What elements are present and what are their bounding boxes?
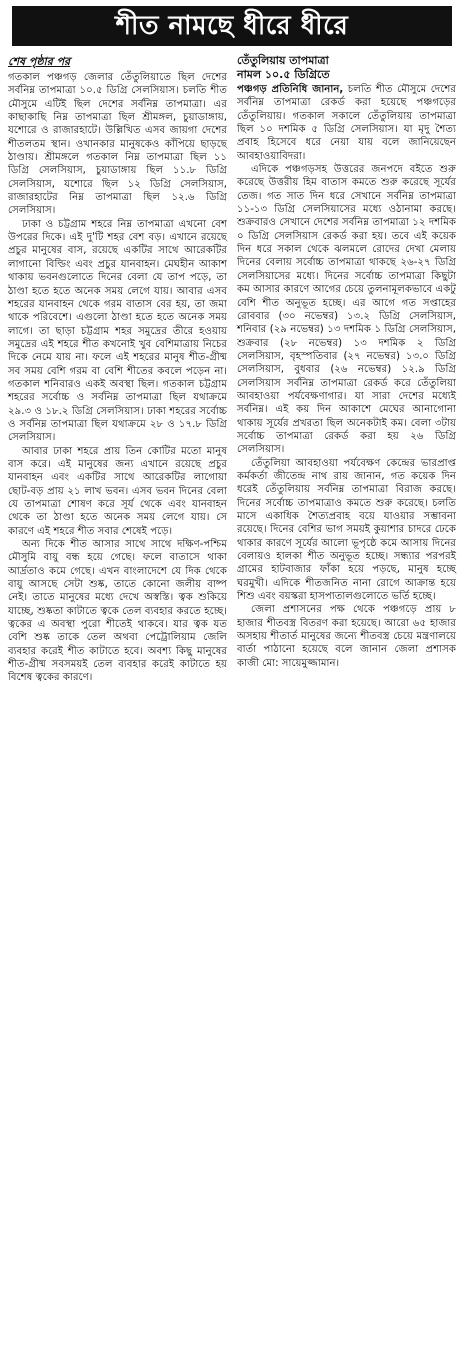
left-paragraph-2: ঢাকা ও চট্টগ্রাম শহরে নিম্ন তাপমাত্রা এখনো বেশ উপরের দিকে। এই দু'টি শহর বেশ বড়। এখানে রয়েছে প্রচুর মানুষের বাস, রয়েছে একটির সাথে আরেকটির লাগানো বিল্ডিং এবং প্রচুর যানবাহন। মেঘহীন আকাশ থাকায় ভবনগুলোতে দিনের বেলা যে তাপ পড়ে, তা ঠাণ্ডা হতে হতে অনেক সময় লেগে যায়। আবার এসব শহরের যানবাহন থেকে গরম বাতাস বের হয়, তা জমা থাকে পরিবেশে। এগুলো ঠাণ্ডা হতে হতে অনেক সময় লাগে। তা ছাড়া চট্টগ্রাম শহর সমুদ্রের তীরে হওয়ায় সমুদ্রের এই শহরে শীত কখনোই খুব বেশিমাত্রায় নিচের দিকে নেমে যায় না। ফলে এই শহরের মানুষ শীত-গ্রীষ্ম সব সময় বেশি গরম বা বেশি শীতের কবলে পড়েন না। গতকাল শনিবারও একই অবস্থা ছিল। গতকাল চট্টগ্রাম শহরের সর্বোচ্চ ও সর্বনিম্ন তাপমাত্রা ছিল যথাক্রমে ২৯.৩ ও ১৮.২ ডিগ্রি সেলসিয়াস। ঢাকা শহরের সর্বোচ্চ ও সর্বনিম্ন তাপমাত্রা ছিল যথাক্রমে ২৮ ও ১৭.৮ ডিগ্রি সেলসিয়াস। <box>8 218 227 444</box>
right-paragraph-3: জেলা প্রশাসনের পক্ষ থেকে পঞ্চগড়ে প্রায় ৮ হাজার শীতবস্ত্র বিতরণ করা হয়েছে। আরো ৬৫ হাজার অসহায় শীতার্ত মানুষের জন্যে শীতবস্ত্র চেয়ে মন্ত্রণালয়ে বার্তা পাঠানো হয়েছে বলে জানান জেলা প্রশাসক কাজী মো: সায়েমুজ্জামান। <box>237 604 456 669</box>
left-paragraph-1: গতকাল পঞ্চগড় জেলার তেঁতুলিয়াতে ছিল দেশের সর্বনিম্ন তাপমাত্রা ১০.৫ ডিগ্রি সেলসিয়াস। চলতি শীত মৌসুমে এটিই ছিল দেশের সর্বনিম্ন তাপমাত্রা। এর কাছাকাছি নিম্ন তাপমাত্রা ছিল শ্রীমঙ্গল, চুয়াডাঙ্গায়, যশোরে ও রাজারহাটে। উল্লিখিত এসব জায়গা দেশের শীতলতম স্থান। ওখানকার মানুষকেও কাঁপিয়ে ছাড়ছে ঠাণ্ডায়। শ্রীমঙ্গলে গতকাল নিম্ন তাপমাত্রা ছিল ১১ ডিগ্রি সেলসিয়াস, চুয়াডাঙ্গায় ছিল ১১.৮ ডিগ্রি সেলসিয়াস, যশোরে ছিল ১২ ডিগ্রি সেলসিয়াস, রাজারহাটের নিম্ন তাপমাত্রা ছিল ১২.৬ ডিগ্রি সেলসিয়াস। <box>8 72 227 217</box>
left-paragraph-4: অন্য দিকে শীত আসার সাথে সাথে দক্ষিণ-পশ্চিম মৌসুমি বায়ু বন্ধ হয়ে গেছে। ফলে বাতাসে থাকা আর্দ্রতাও কমে গেছে। এখন বাংলাদেশে যে দিক থেকে বায়ু আসছে সেটা শুষ্ক, তাতে কোনো জলীয় বাষ্প নেই। তাতে মানুষের মধ্যে দেখে অস্বস্তি। ত্বক শুকিয়ে যাচ্ছে, শুষ্কতা কাটাতে ত্বকে তেল ব্যবহার করতে হচ্ছে। ত্বকের এ অবস্থা পুরো শীতেই থাকবে। যার ত্বক যত বেশি শুষ্ক তাকে তেল অথবা পেট্রোলিয়াম জেলি ব্যবহার করেই শীত কাটাতে হবে। অবশ্য কিছু মানুষের শীত-গ্রীষ্ম সবসময়ই তেল ব্যবহার করেই কাটাতে হয় বিশেষ ত্বকের কারণে। <box>8 539 227 684</box>
right-paragraph-1: এদিকে পঞ্চগড়সহ উত্তরের জনপদে বইতে শুরু করেছে উত্তরীয় হিম বাতাস কমতে শুরু করেছে সূর্যের তেজ। গত সাত দিন ধরে সেখানে সর্বনিম্ন তাপমাত্রা ১১-১৩ ডিগ্রি সেলসিয়াসের মধ্যে ওঠানামা করছে। শুক্রবারও সেখানে দেশের সর্বনিম্ন তাপমাত্রা ১২ দশমিক ০ ডিগ্রি সেলসিয়াস রেকর্ড করা হয়। তবে এই কয়েক দিন ধরে সকাল থেকে ঝলমলে রোদের দেখা মেলায় দিনের বেলায় সর্বোচ্চ তাপমাত্রা থাকছে ২৬-২৭ ডিগ্রি সেলসিয়াসের মধ্যে। দিনের সর্বোচ্চ তাপমাত্রা কিছুটা কম আসার কারণে আগের চেয়ে তুলনামূলকভাবে একটু বেশি শীত অনুভূত হচ্ছে। এর আগে গত সপ্তাহের রোববার (৩০ নভেম্বর) ১৩.২ ডিগ্রি সেলসিয়াস, শনিবার (২৯ নভেম্বর) ১৩ দশমিক ১ ডিগ্রি সেলসিয়াস, শুক্রবার (২৮ নভেম্বর) ১৩ দশমিক ২ ডিগ্রি সেলসিয়াস, বৃহস্পতিবার (২৭ নভেম্বর) ১৩.০ ডিগ্রি সেলসিয়াস, বুধবার (২৬ নভেম্বর) ১২.৯ ডিগ্রি সেলসিয়াস সর্বনিম্ন তাপমাত্রা রেকর্ড করে তেঁতুলিয়া আবহাওয়া পর্যবেক্ষণাগার। যা সারা দেশের মধ্যেই সর্বনিম্ন। এই কয় দিন আকাশে মেঘের আনাগোনা থাকায় সূর্যের প্রখরতা ছিল অনেকটাই কম। বেলা ৩টায় সর্বোচ্চ তাপমাত্রা রেকর্ড করা হয় ২৬ ডিগ্রি সেলসিয়াস। <box>237 164 456 456</box>
right-column <box>237 54 456 685</box>
continuation-kicker: শেষ পৃষ্ঠার পর <box>8 55 71 68</box>
article-columns <box>8 54 456 685</box>
lead-text: চলতি শীত মৌসুমে দেশের সর্বনিম্ন তাপমাত্রা রেকর্ড করা হয়েছে পঞ্চগড়ের তেঁতুলিয়ায়। গতকাল সকালে তেঁতুলিয়ায় তাপমাত্রা ছিল ১০ দশমিক ৫ ডিগ্রি সেলসিয়াস। যা মৃদু শৈত্য প্রবাহ হিসেবে ধরে নেয়া যায় বলে জানিয়েছেন আবহাওয়াবিদরা। <box>237 84 456 162</box>
sub-headline-line-1: তেঁতুলিয়ায় তাপমাত্রা <box>237 54 329 67</box>
headline: শীত নামছে ধীরে ধীরে <box>12 6 452 46</box>
left-column <box>8 54 227 685</box>
right-paragraph-2: তেঁতুলিয়া আবহাওয়া পর্যবেক্ষণ কেন্দ্রের ভারপ্রাপ্ত কর্মকর্তা জীতেন্দ্র নাথ রায় জানান, গত কয়েক দিন ধরেই তেঁতুলিয়ায় সর্বনিম্ন তাপমাত্রা বিরাজ করছে। দিনের সর্বোচ্চ তাপমাত্রাও কমতে শুরু করেছে। চলতি মাসে একাধিক শৈত্যপ্রবাহ বয়ে যাওয়ার সম্ভাবনা রয়েছে। দিনের বেশির ভাগ সময়ই কুয়াশার চাদরে ঢেকে থাকার কারণে সূর্যের আলো ভূপৃষ্ঠে কমে আসায় দিনের বেলায়ও হালকা শীত অনুভূত হচ্ছে। সন্ধ্যার পরপরই গ্রামের হাটবাজার ফাঁকা হয়ে পড়ছে, মানুষ হচ্ছে ঘরমুখী। এদিকে শীতজনিত নানা রোগে আক্রান্ত হয়ে শিশু এবং বয়স্করা হাসপাতালগুলোতে ভর্তি হচ্ছে। <box>237 457 456 603</box>
byline: পঞ্চগড় প্রতিনিধি জানান, <box>237 84 344 95</box>
sub-headline-line-2: নামল ১০.৫ ডিগ্রিতে <box>237 68 330 81</box>
right-lead-paragraph <box>237 83 456 163</box>
left-paragraph-3: আবার ঢাকা শহরে প্রায় তিন কোটির মতো মানুষ বাস করে। এই মানুষের জন্য এখানে রয়েছে প্রচুর যানবাহন এবং একটির সাথে আরেকটির লাগোয়া ছোট-বড় প্রায় ২১ লাখ ভবন। এসব ভবন দিনের বেলা যে তাপমাত্রা শোষণ করে সূর্য থেকে এবং যানবাহন থেকে তা ঠাণ্ডা হতে অনেক সময় লেগে যায়। সে কারণে এই শহরে শীত সবার শেষেই পড়ে। <box>8 445 227 537</box>
